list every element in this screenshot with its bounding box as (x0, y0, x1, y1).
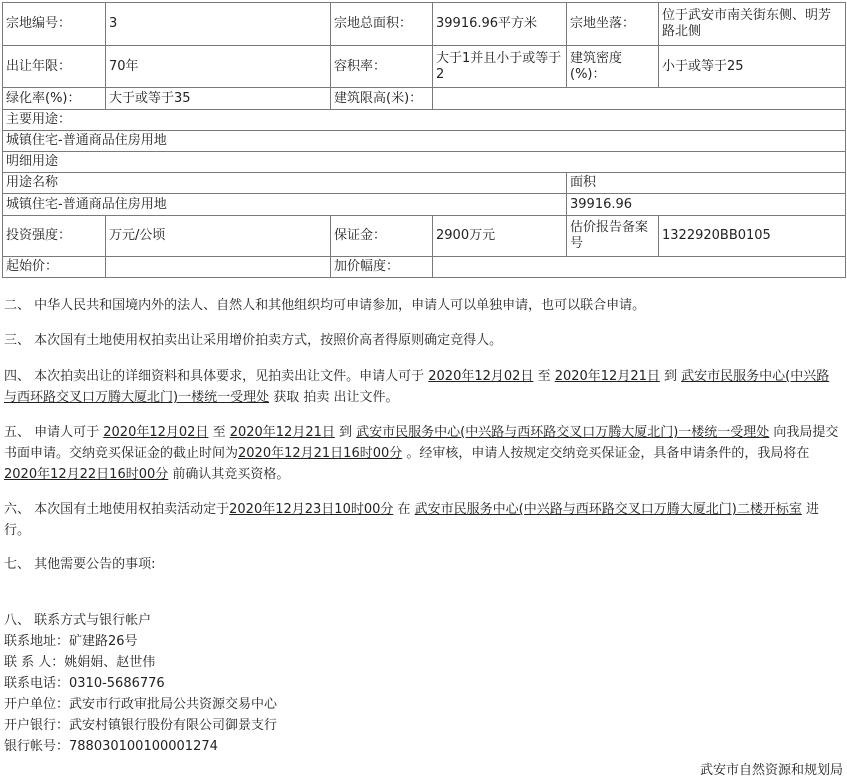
location-value: 位于武安市南关街东侧、明芳路北侧 (659, 3, 846, 46)
location-label: 宗地坐落： (567, 3, 659, 46)
appraisal-report-label: 估价报告备案号 (567, 216, 659, 257)
s5-end-date: 2020年12月21日 (229, 425, 335, 440)
account-bank: 开户银行：武安村镇银行股份有限公司御景支行 (4, 718, 278, 733)
plot-ratio-value: 大于1并且小于或等于2 (433, 46, 567, 88)
table-row (3, 257, 846, 278)
total-area-label: 宗地总面积： (331, 3, 433, 46)
section-6-text: 六、 本次国有土地使用权拍卖活动定于 (4, 502, 230, 517)
section-5-text: 前确认其竞买资格。 (168, 467, 290, 482)
green-rate-label: 绿化率(%)： (3, 88, 106, 110)
s5-start-date: 2020年12月02日 (103, 425, 209, 440)
table-row (3, 152, 846, 173)
section-4-text: 到 (659, 369, 682, 384)
parcel-no-label: 宗地编号： (3, 3, 106, 46)
account-unit: 开户单位：武安市行政审批局公共资源交易中心 (4, 697, 278, 712)
section-4-text: 至 (533, 369, 555, 384)
section-6-text: 在 (393, 502, 415, 517)
deposit-value: 2900万元 (433, 216, 567, 257)
height-limit-value (433, 88, 846, 110)
height-limit-label: 建筑限高(米)： (331, 88, 433, 110)
section-5-text: 。经审核，申请人按规定交纳竞买保证金，具备申请条件的，我局将在 (402, 446, 810, 461)
table-row (3, 46, 846, 88)
issuer-signature: 武安市自然资源和规划局 (699, 763, 843, 778)
deposit-label: 保证金： (331, 216, 433, 257)
table-row (3, 131, 846, 152)
section-4-text: 获取 拍卖 出让文件。 (269, 390, 399, 405)
parcel-no-value: 3 (106, 3, 331, 46)
contact-person: 联 系 人：姚娟娟、赵世伟 (4, 655, 156, 670)
increment-value (433, 257, 846, 278)
table-row (3, 88, 846, 110)
table-row (3, 194, 846, 216)
section-5-text: 五、 申请人可于 (4, 425, 104, 440)
section-5-text: 到 (334, 425, 357, 440)
s4-start-date: 2020年12月02日 (428, 369, 534, 384)
appraisal-report-value: 1322920BB0105 (659, 216, 846, 257)
contact-phone: 联系电话：0310-5686776 (4, 676, 165, 691)
s4-place: 武安市民服务中心(中兴路与西环路交叉口万腾大厦北门)一楼统一受理处 (4, 369, 830, 405)
section-3: 三、 本次国有土地使用权拍卖出让采用增价拍卖方式，按照价高者得原则确定竞得人。 (4, 333, 503, 348)
contact-address: 联系地址：矿建路26号 (4, 634, 138, 649)
term-label: 出让年限： (3, 46, 106, 88)
contact-block (4, 610, 277, 757)
table-row (3, 3, 846, 46)
section-5 (4, 422, 842, 485)
start-price-label: 起始价： (3, 257, 106, 278)
s5-place: 武安市民服务中心(中兴路与西环路交叉口万腾大厦北门)一楼统一受理处 (356, 425, 770, 440)
s6-place: 武安市民服务中心(中兴路与西环路交叉口万腾大厦北门)二楼开标室 (414, 502, 802, 517)
area-header: 面积 (567, 173, 846, 194)
account-number: 银行帐号：788030100100001274 (4, 739, 218, 754)
investment-value: 万元/公顷 (106, 216, 331, 257)
total-area-value: 39916.96平方米 (433, 3, 567, 46)
section-6 (4, 499, 842, 541)
section-4 (4, 366, 842, 408)
table-row (3, 216, 846, 257)
main-use-value: 城镇住宅-普通商品住房用地 (3, 131, 846, 152)
section-5-text: 向我局提交书面申请。交纳竞买保证金的截止时间为 (4, 425, 839, 461)
s6-auction-time: 2020年12月23日10时00分 (229, 502, 394, 517)
plot-ratio-label: 容积率： (331, 46, 433, 88)
section-5-text: 至 (208, 425, 230, 440)
section-7: 七、 其他需要公告的事项: (4, 557, 156, 572)
section-6-text: 进行。 (4, 502, 819, 538)
use-name-value: 城镇住宅-普通商品住房用地 (3, 194, 567, 216)
section-4-text: 四、 本次拍卖出让的详细资料和具体要求，见拍卖出让文件。申请人可于 (4, 369, 429, 384)
section-2: 二、 中华人民共和国境内外的法人、自然人和其他组织均可申请参加，申请人可以单独申请，也可以联合申请。 (4, 298, 646, 313)
s5-deposit-deadline: 2020年12月21日16时00分 (238, 446, 403, 461)
start-price-value (106, 257, 331, 278)
use-name-header: 用途名称 (3, 173, 567, 194)
s4-end-date: 2020年12月21日 (554, 369, 660, 384)
land-parcel-table (2, 2, 846, 278)
main-use-label: 主要用途： (3, 110, 846, 131)
table-row (3, 110, 846, 131)
detail-use-label: 明细用途 (3, 152, 846, 173)
building-density-label: 建筑密度(%)： (567, 46, 659, 88)
increment-label: 加价幅度： (331, 257, 433, 278)
investment-label: 投资强度： (3, 216, 106, 257)
contact-heading: 八、 联系方式与银行帐户 (4, 613, 152, 628)
building-density-value: 小于或等于25 (659, 46, 846, 88)
green-rate-value: 大于或等于35 (106, 88, 331, 110)
use-area-value: 39916.96 (567, 194, 846, 216)
table-row (3, 173, 846, 194)
term-value: 70年 (106, 46, 331, 88)
s5-confirm-time: 2020年12月22日16时00分 (4, 467, 169, 482)
